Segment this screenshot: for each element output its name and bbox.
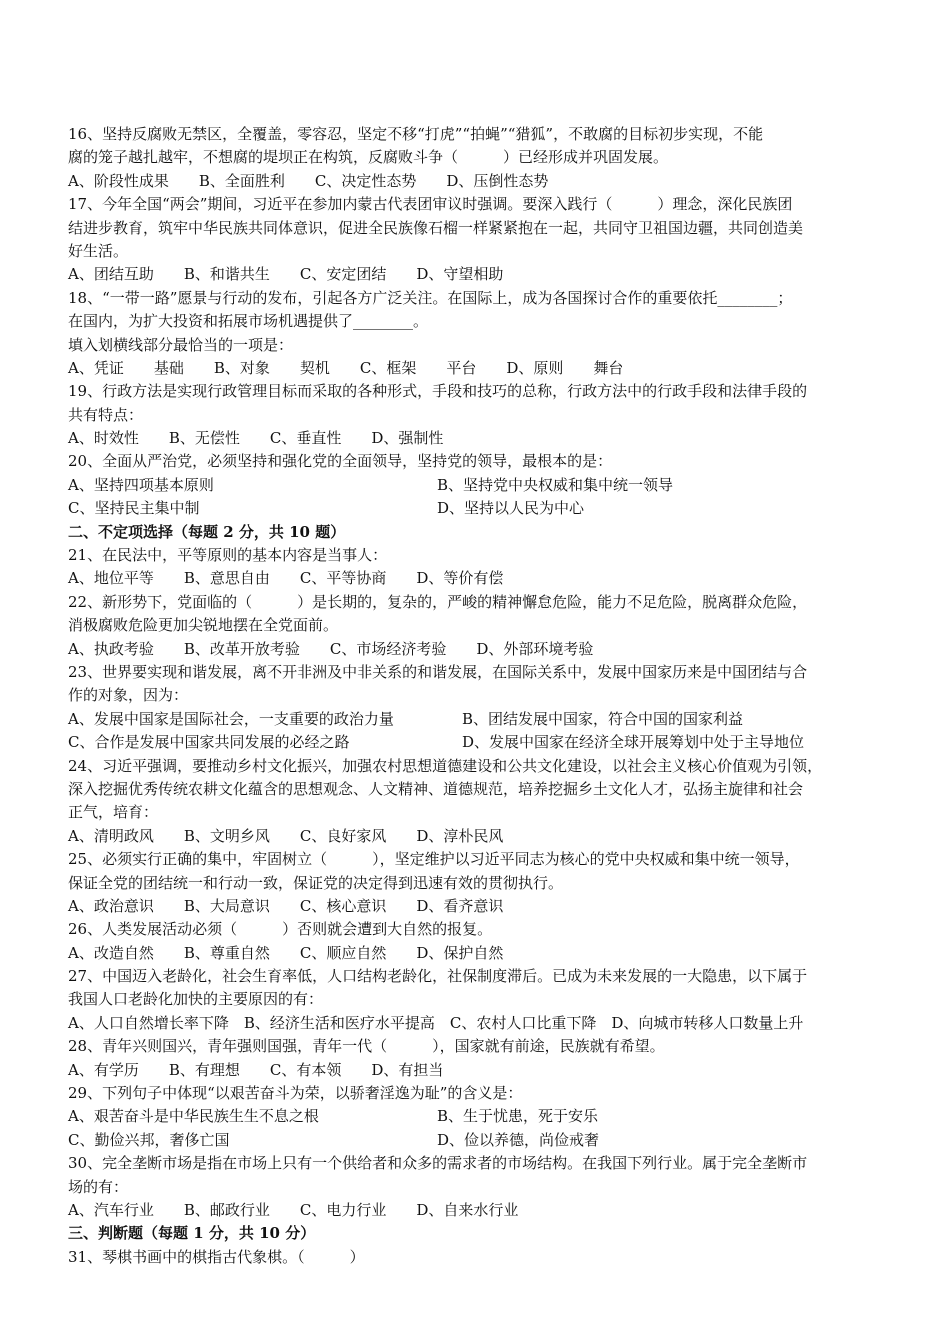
options-row [68,1129,888,1152]
section-heading-3: 三、判断题（每题 1 分，共 10 分） [68,1224,316,1243]
question-23 [68,661,888,755]
question-18 [68,287,888,381]
question-options: A、凭证 基础 B、对象 契机 C、框架 平台 D、原则 舞台 [68,358,624,377]
question-30 [68,1152,888,1222]
question-options: A、地位平等 B、意思自由 C、平等协商 D、等价有偿 [68,569,504,588]
question-text: 30、完全垄断市场是指在市场上只有一个供给者和众多的需求者的市场结构。在我国下列行业。属于完全垄断市 [68,1154,808,1173]
question-16 [68,123,888,193]
question-options: A、改造自然 B、尊重自然 C、顺应自然 D、保护自然 [68,943,504,962]
question-options: A、有学历 B、有理想 C、有本领 D、有担当 [68,1060,444,1079]
question-options: A、人口自然增长率下降 B、经济生活和医疗水平提高 C、农村人口比重下降 D、向城市转移人口数量上升 [68,1013,804,1032]
question-19 [68,380,888,450]
question-text: 31、琴棋书画中的棋指古代象棋。（ ） [68,1247,365,1266]
question-text: 25、必须实行正确的集中，牢固树立（ ），坚定维护以习近平同志为核心的党中央权威和集中统一领导， [68,850,800,869]
question-17 [68,193,888,287]
question-options: A、阶段性成果 B、全面胜利 C、决定性态势 D、压倒性态势 [68,171,549,190]
question-text: 共有特点： [68,405,144,424]
question-text: 填入划横线部分最恰当的一项是： [68,335,294,354]
options-row [68,497,888,520]
option-d: D、坚持以人民为中心 [437,499,585,518]
question-text: 好生活。 [68,241,129,260]
option-c: C、坚持民主集中制 [68,499,200,518]
question-text: 消极腐败危险更加尖锐地摆在全党面前。 [68,616,339,635]
question-text: 在国内，为扩大投资和拓展市场机遇提供了________。 [68,312,429,331]
question-22 [68,591,888,661]
question-31 [68,1246,888,1269]
options-row [68,731,888,754]
question-text: 我国人口老龄化加快的主要原因的有： [68,990,324,1009]
question-options: A、汽车行业 B、邮政行业 C、电力行业 D、自来水行业 [68,1200,519,1219]
options-row [68,474,888,497]
question-text: 腐的笼子越扎越牢，不想腐的堤坝正在构筑，反腐败斗争（ ）已经形成并巩固发展。 [68,148,669,167]
question-text: 17、今年全国“两会”期间，习近平在参加内蒙古代表团审议时强调。要深入践行（ ）理念，深化民族团 [68,195,793,214]
option-a: A、发展中国家是国际社会，一支重要的政治力量 [68,709,394,728]
question-text: 正气，培育： [68,803,159,822]
options-row [68,708,888,731]
question-text: 作的对象，因为： [68,686,189,705]
option-a: A、艰苦奋斗是中华民族生生不息之根 [68,1107,319,1126]
question-options: A、执政考验 B、改革开放考验 C、市场经济考验 D、外部环境考验 [68,639,594,658]
option-d: D、发展中国家在经济全球开展筹划中处于主导地位 [462,733,805,752]
question-text: 保证全党的团结统一和行动一致，保证党的决定得到迅速有效的贯彻执行。 [68,873,564,892]
question-text: 26、人类发展活动必须（ ）否则就会遭到大自然的报复。 [68,920,493,939]
question-text: 28、青年兴则国兴，青年强则国强，青年一代（ ），国家就有前途，民族就有希望。 [68,1037,665,1056]
option-b: B、坚持党中央权威和集中统一领导 [437,475,674,494]
question-27 [68,965,888,1035]
question-21 [68,544,888,591]
question-25 [68,848,888,918]
option-b: B、生于忧患，死于安乐 [437,1107,599,1126]
question-28 [68,1035,888,1082]
question-text: 18、“一带一路”愿景与行动的发布，引起各方广泛关注。在国际上，成为各国探讨合作的重要依托________； [68,288,793,307]
section-heading-2: 二、不定项选择（每题 2 分，共 10 题） [68,522,346,541]
question-text: 结进步教育，筑牢中华民族共同体意识，促进全民族像石榴一样紧紧抱在一起，共同守卫祖国边疆，共同创造美 [68,218,804,237]
question-text: 29、下列句子中体现“以艰苦奋斗为荣，以骄奢淫逸为耻”的含义是： [68,1084,523,1103]
question-text: 深入挖掘优秀传统农耕文化蕴含的思想观念、人文精神、道德规范，培养挖掘乡土文化人才，弘扬主旋律和社会 [68,779,804,798]
question-29 [68,1082,888,1152]
question-options: A、政治意识 B、大局意识 C、核心意识 D、看齐意识 [68,896,504,915]
question-text: 20、全面从严治党，必须坚持和强化党的全面领导，坚持党的领导，最根本的是： [68,452,613,471]
question-text: 19、行政方法是实现行政管理目标而采取的各种形式，手段和技巧的总称，行政方法中的行政手段和法律手段的 [68,382,808,401]
option-a: A、坚持四项基本原则 [68,475,214,494]
question-options: A、清明政风 B、文明乡风 C、良好家风 D、淳朴民风 [68,826,504,845]
question-text: 23、世界要实现和谐发展，离不开非洲及中非关系的和谐发展，在国际关系中，发展中国家历来是中国团结与合 [68,662,808,681]
option-c: C、勤俭兴邦，奢侈亡国 [68,1130,230,1149]
question-text: 24、习近平强调，要推动乡村文化振兴，加强农村思想道德建设和公共文化建设，以社会主义核心价值观为引领， [68,756,823,775]
question-26 [68,918,888,965]
question-options: A、团结互助 B、和谐共生 C、安定团结 D、守望相助 [68,265,504,284]
option-b: B、团结发展中国家，符合中国的国家利益 [462,709,744,728]
option-c: C、合作是发展中国家共同发展的必经之路 [68,733,350,752]
question-text: 21、在民法中，平等原则的基本内容是当事人： [68,546,388,565]
question-24 [68,755,888,849]
question-text: 场的有： [68,1177,129,1196]
question-text: 16、坚持反腐败无禁区，全覆盖，零容忍，坚定不移“打虎”“拍蝇”“猎狐”，不敢腐的目标初步实现，不能 [68,125,764,143]
options-row [68,1105,888,1128]
option-d: D、俭以养德，尚俭戒奢 [437,1130,600,1149]
question-text: 22、新形势下，党面临的（ ）是长期的，复杂的，严峻的精神懈怠危险，能力不足危险，脱离群众危险， [68,592,808,611]
question-text: 27、中国迈入老龄化，社会生育率低，人口结构老龄化，社保制度滞后。已成为未来发展的一大隐患，以下属于 [68,967,808,986]
question-20 [68,450,888,520]
question-options: A、时效性 B、无偿性 C、垂直性 D、强制性 [68,429,444,448]
